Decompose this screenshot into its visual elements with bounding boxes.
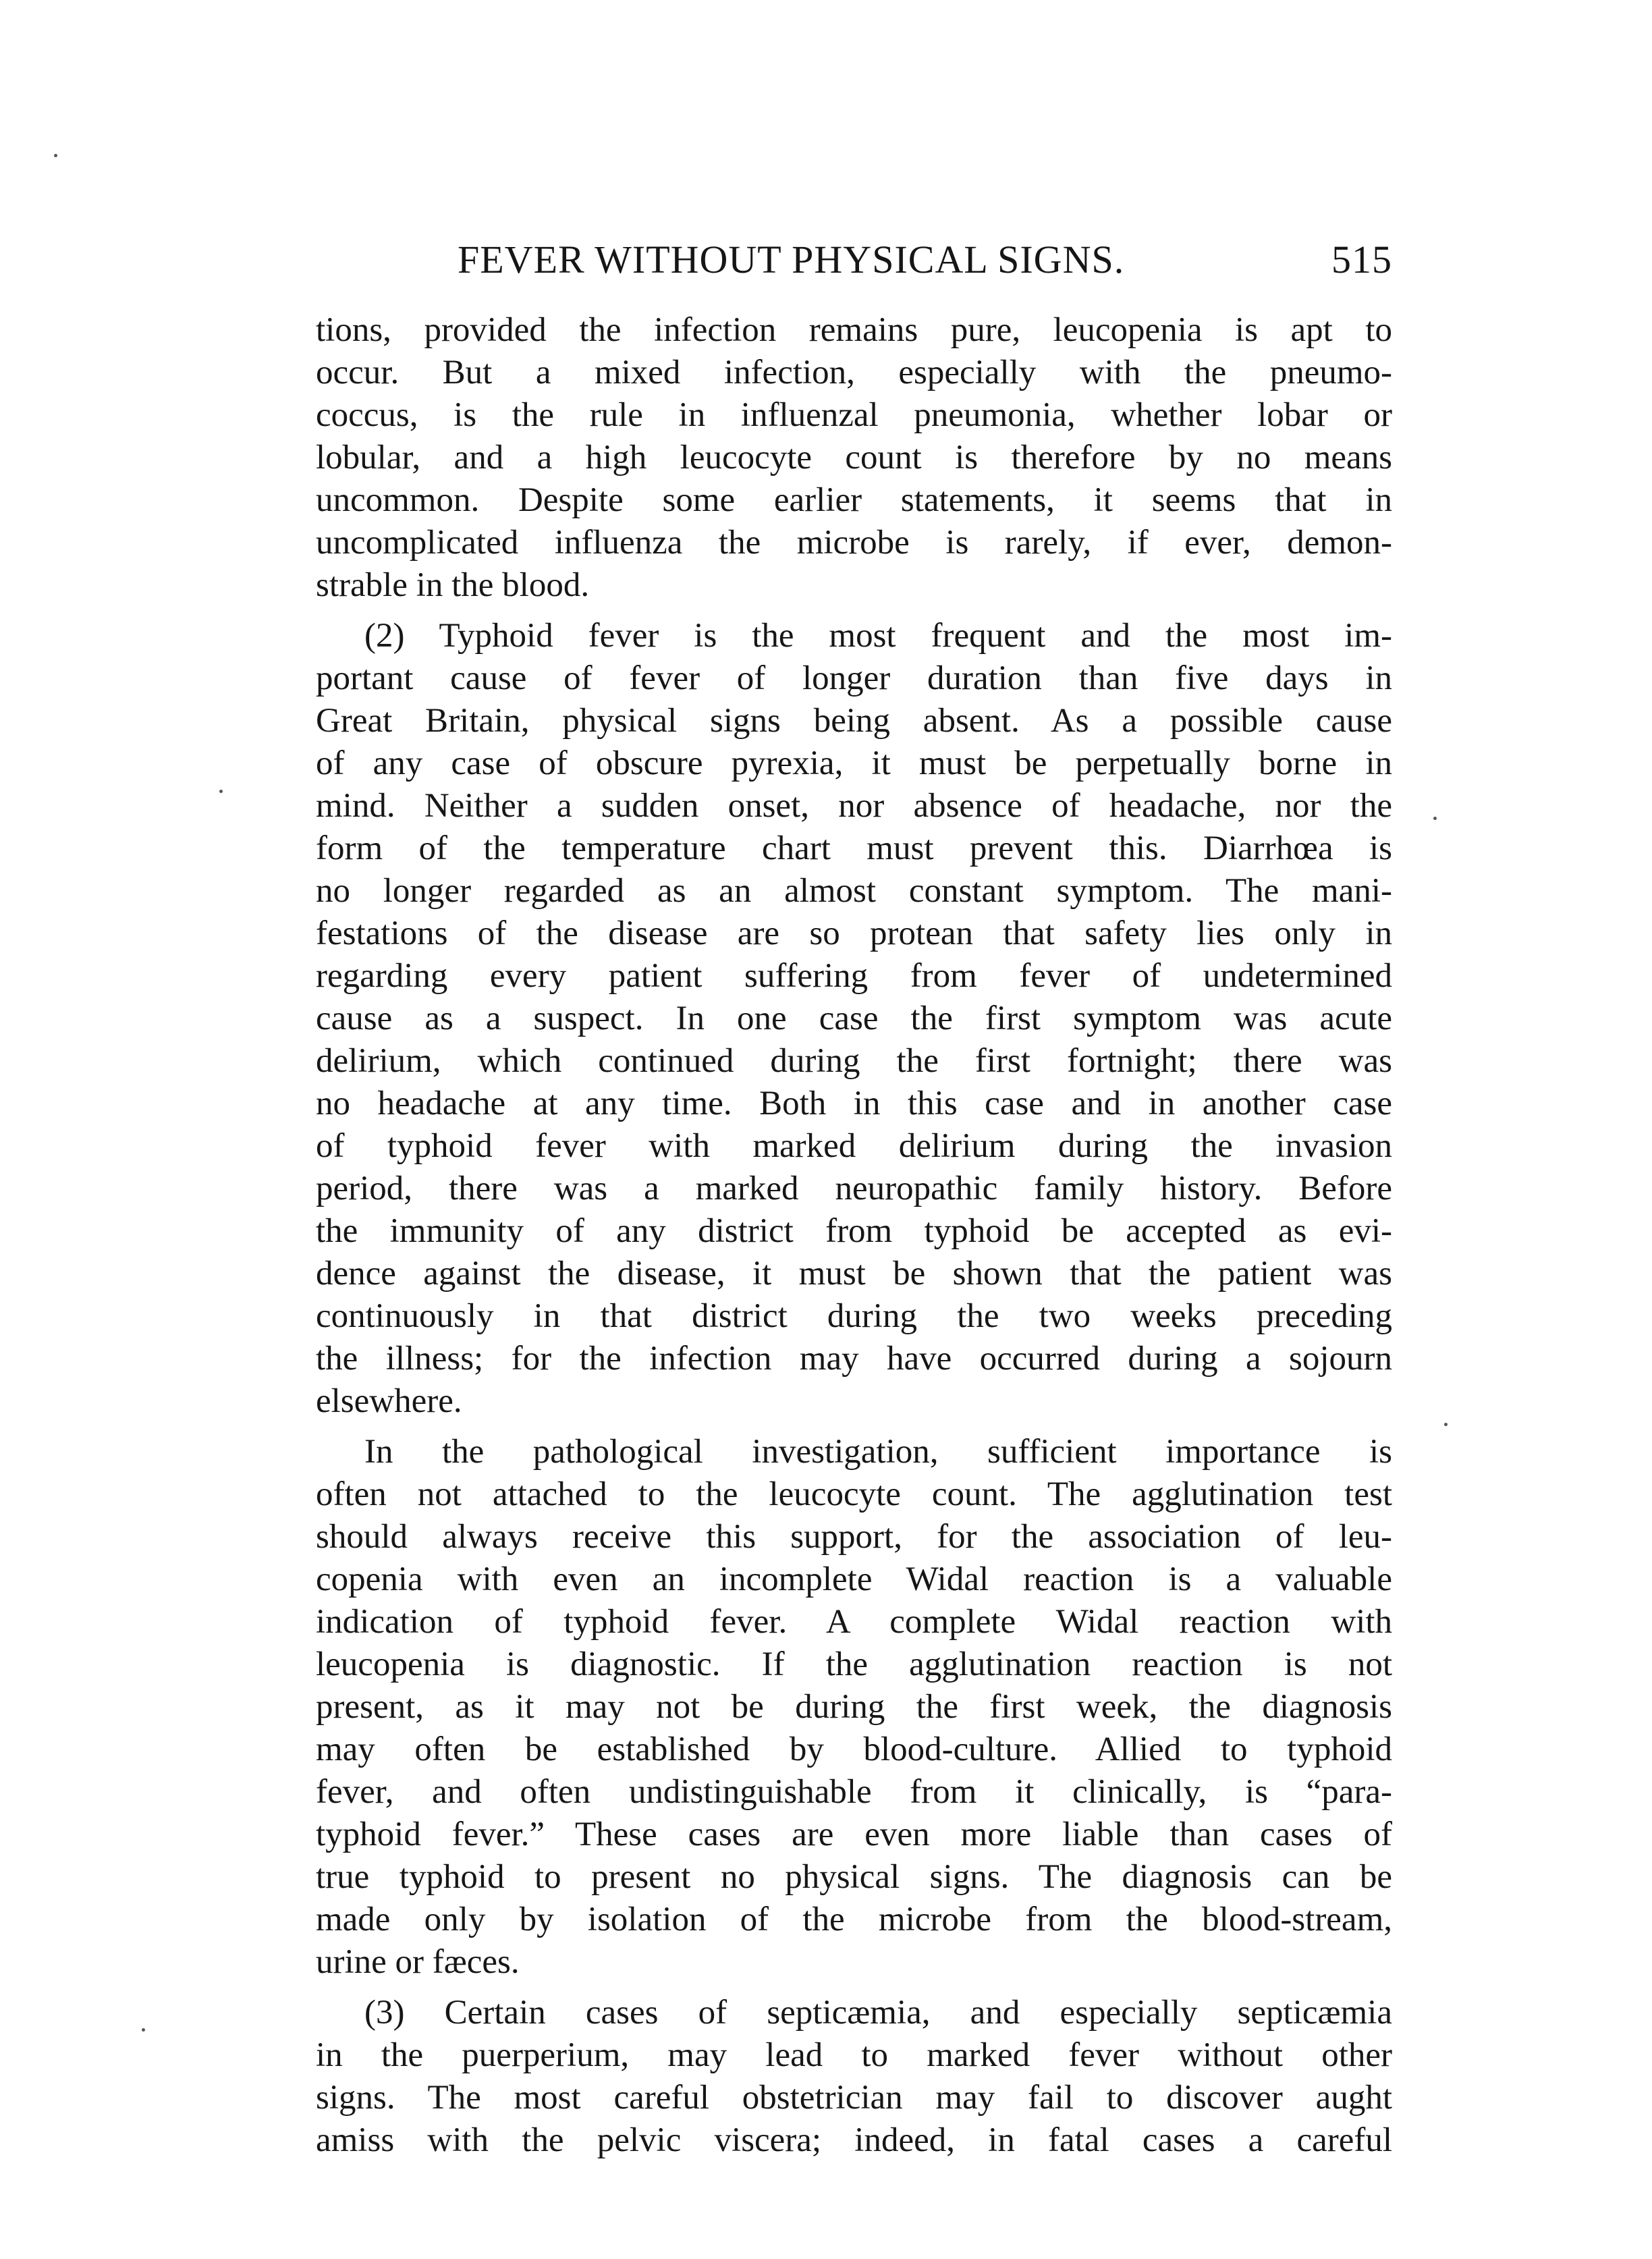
text-line: (3) Certain cases of septicæmia, and especially septicæmia (364, 1994, 1392, 2032)
text-line: festations of the disease are so protean that safety lies only in (316, 915, 1392, 952)
text-line: the immunity of any district from typhoid be accepted as evi- (316, 1212, 1392, 1250)
text-line: elsewhere. (316, 1382, 462, 1420)
text-line: tions, provided the infection remains pure, leucopenia is apt to (316, 311, 1392, 349)
paragraph-pathological-investigation (316, 1431, 1392, 1984)
text-line: indication of typhoid fever. A complete Widal reaction with (316, 1603, 1392, 1641)
text-line: in the puerperium, may lead to marked fever without other (316, 2036, 1392, 2074)
text-line: should always receive this support, for the association of leu- (316, 1518, 1392, 1556)
body-text (316, 309, 1392, 2162)
paragraph-typhoid-fever (316, 615, 1392, 1423)
text-line: dence against the disease, it must be shown that the patient was (316, 1255, 1392, 1292)
running-head (316, 233, 1392, 287)
page-number: 515 (1331, 238, 1392, 281)
text-line: amiss with the pelvic viscera; indeed, in fatal cases a careful (316, 2121, 1392, 2159)
text-line: delirium, which continued during the first fortnight; there was (316, 1042, 1392, 1080)
text-line: signs. The most careful obstetrician may fail to discover aught (316, 2079, 1392, 2117)
text-line: regarding every patient suffering from fever of undetermined (316, 957, 1392, 995)
text-line: period, there was a marked neuropathic family history. Before (316, 1170, 1392, 1207)
paragraph-influenza-continued (316, 309, 1392, 607)
text-line: no headache at any time. Both in this case and in another case (316, 1085, 1392, 1122)
text-line: coccus, is the rule in influenzal pneumonia, whether lobar or (316, 396, 1392, 434)
scan-speck (1433, 817, 1437, 820)
text-line: cause as a suspect. In one case the first symptom was acute (316, 1000, 1392, 1037)
text-line: typhoid fever.” These cases are even more liable than cases of (316, 1816, 1392, 1853)
text-line: of typhoid fever with marked delirium during the invasion (316, 1127, 1392, 1165)
scan-speck (54, 154, 57, 157)
text-line: fever, and often undistinguishable from it clinically, is “para- (316, 1773, 1392, 1811)
text-line: of any case of obscure pyrexia, it must be perpetually borne in (316, 744, 1392, 782)
text-line: uncommon. Despite some earlier statements, it seems that in (316, 481, 1392, 519)
paragraph-septicaemia (316, 1992, 1392, 2162)
text-line: (2) Typhoid fever is the most frequent and the most im- (364, 617, 1392, 655)
text-line: leucopenia is diagnostic. If the agglutination reaction is not (316, 1645, 1392, 1683)
text-line: often not attached to the leucocyte count. The agglutination test (316, 1475, 1392, 1513)
text-line: form of the temperature chart must prevent this. Diarrhœa is (316, 829, 1392, 867)
chapter-title: FEVER WITHOUT PHYSICAL SIGNS. (458, 238, 1125, 281)
text-line: lobular, and a high leucocyte count is therefore by no means (316, 439, 1392, 477)
text-line: no longer regarded as an almost constant symptom. The mani- (316, 872, 1392, 910)
text-line: true typhoid to present no physical signs. The diagnosis can be (316, 1858, 1392, 1896)
text-line: copenia with even an incomplete Widal reaction is a valuable (316, 1560, 1392, 1598)
text-line: the illness; for the infection may have occurred during a sojourn (316, 1340, 1392, 1378)
text-line: uncomplicated influenza the microbe is rarely, if ever, demon- (316, 524, 1392, 562)
text-line: urine or fæces. (316, 1943, 520, 1981)
scan-speck (219, 790, 223, 793)
text-line: portant cause of fever of longer duration than five days in (316, 659, 1392, 697)
text-line: strable in the blood. (316, 566, 590, 604)
text-line: continuously in that district during the two weeks preceding (316, 1297, 1392, 1335)
text-line: Great Britain, physical signs being absent. As a possible cause (316, 702, 1392, 740)
text-line: present, as it may not be during the first week, the diagnosis (316, 1688, 1392, 1726)
scan-speck (142, 2028, 145, 2032)
text-line: mind. Neither a sudden onset, nor absence of headache, nor the (316, 787, 1392, 825)
scan-speck (1444, 1423, 1448, 1426)
text-line: occur. But a mixed infection, especially with the pneumo- (316, 354, 1392, 391)
text-line: may often be established by blood-culture. Allied to typhoid (316, 1731, 1392, 1768)
text-line: made only by isolation of the microbe from the blood-stream, (316, 1901, 1392, 1938)
text-line: In the pathological investigation, sufficient importance is (364, 1433, 1392, 1471)
